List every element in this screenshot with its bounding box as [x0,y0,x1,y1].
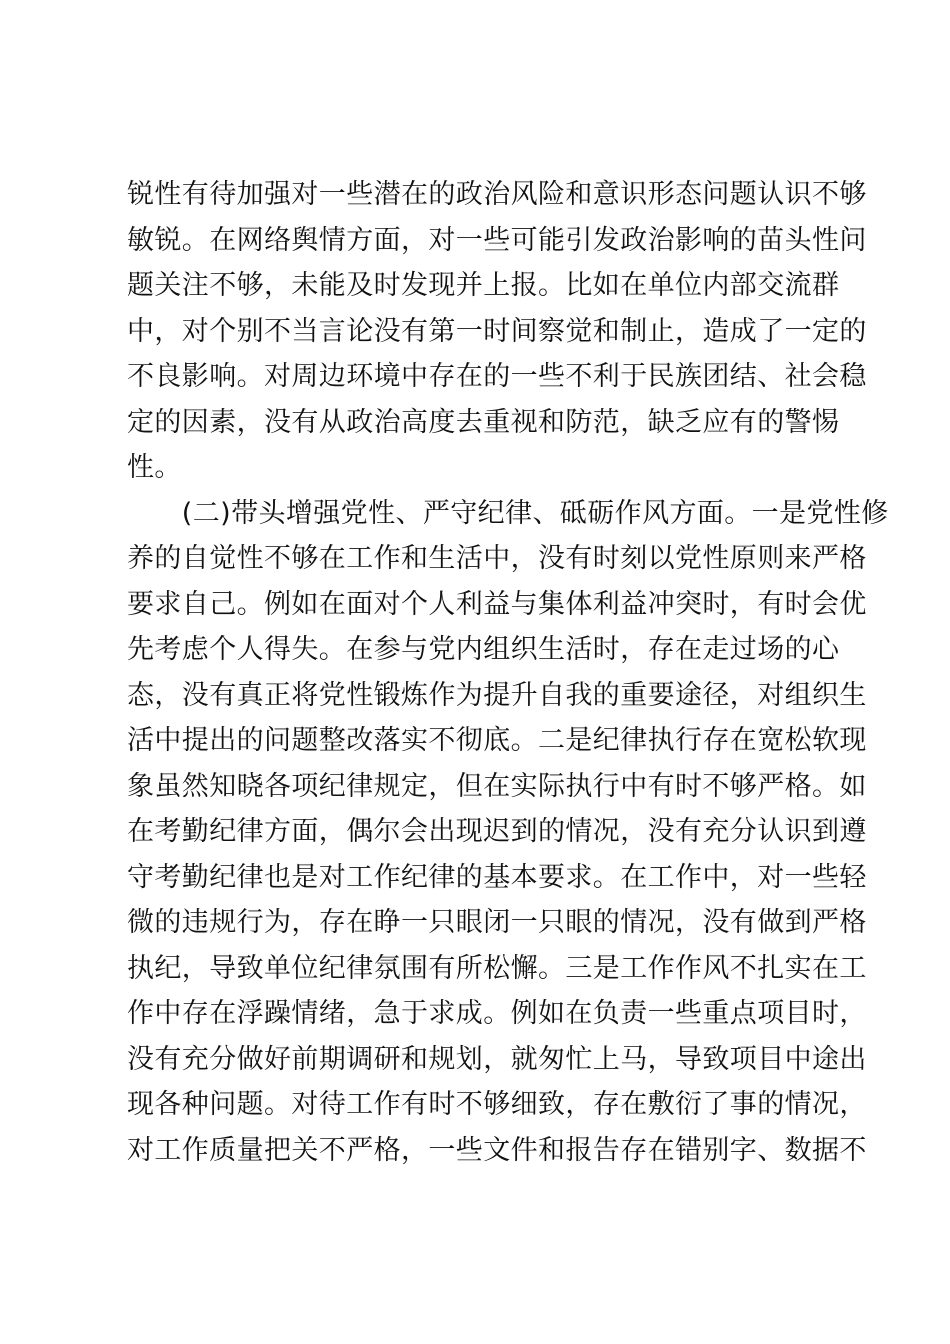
text-line: 态，没有真正将党性锻炼作为提升自我的重要途径，对组织生 [127,679,867,711]
text-line: 养的自觉性不够在工作和生活中，没有时刻以党性原则来严格 [127,543,867,574]
text-line: 先考虑个人得失。在参与党内组织生活时，存在走过场的心 [127,634,840,665]
text-line: 象虽然知晓各项纪律规定，但在实际执行中有时不够严格。如 [127,770,867,802]
text-line: 对工作质量把关不严格，一些文件和报告存在错别字、数据不 [127,1134,867,1166]
text-line: 没有充分做好前期调研和规划，就匆忙上马，导致项目中途出 [127,1043,867,1075]
text-line: 活中提出的问题整改落实不彻底。二是纪律执行存在宽松软现 [127,725,867,756]
text-line: 微的违规行为，存在睁一只眼闭一只眼的情况，没有做到严格 [127,907,867,938]
text-line: 敏锐。在网络舆情方面，对一些可能引发政治影响的苗头性问 [127,224,867,256]
text-line: 定的因素，没有从政治高度去重视和防范，缺乏应有的警惕 [127,406,840,438]
text-line: 现各种问题。对待工作有时不够细致，存在敷衍了事的情况， [127,1089,867,1120]
text-line: 守考勤纪律也是对工作纪律的基本要求。在工作中，对一些轻 [127,861,867,893]
body-text [127,172,889,1173]
text-line: 要求自己。例如在面对个人利益与集体利益冲突时，有时会优 [127,588,867,620]
text-line: 执纪，导致单位纪律氛围有所松懈。三是工作作风不扎实在工 [127,952,867,984]
section-heading-line: (二)带头增强党性、严守纪律、砥砺作风方面。一是党性修 [127,497,889,529]
text-line: 在考勤纪律方面，偶尔会出现迟到的情况，没有充分认识到遵 [127,816,867,847]
text-line: 题关注不够，未能及时发现并上报。比如在单位内部交流群 [127,270,840,301]
text-line: 性。 [127,452,182,483]
text-line: 锐性有待加强对一些潜在的政治风险和意识形态问题认识不够 [127,179,867,210]
text-line: 作中存在浮躁情绪，急于求成。例如在负责一些重点项目时， [127,998,867,1029]
text-line: 中，对个别不当言论没有第一时间察觉和制止，造成了一定的 [127,315,867,347]
text-line: 不良影响。对周边环境中存在的一些不利于民族团结、社会稳 [127,361,867,392]
